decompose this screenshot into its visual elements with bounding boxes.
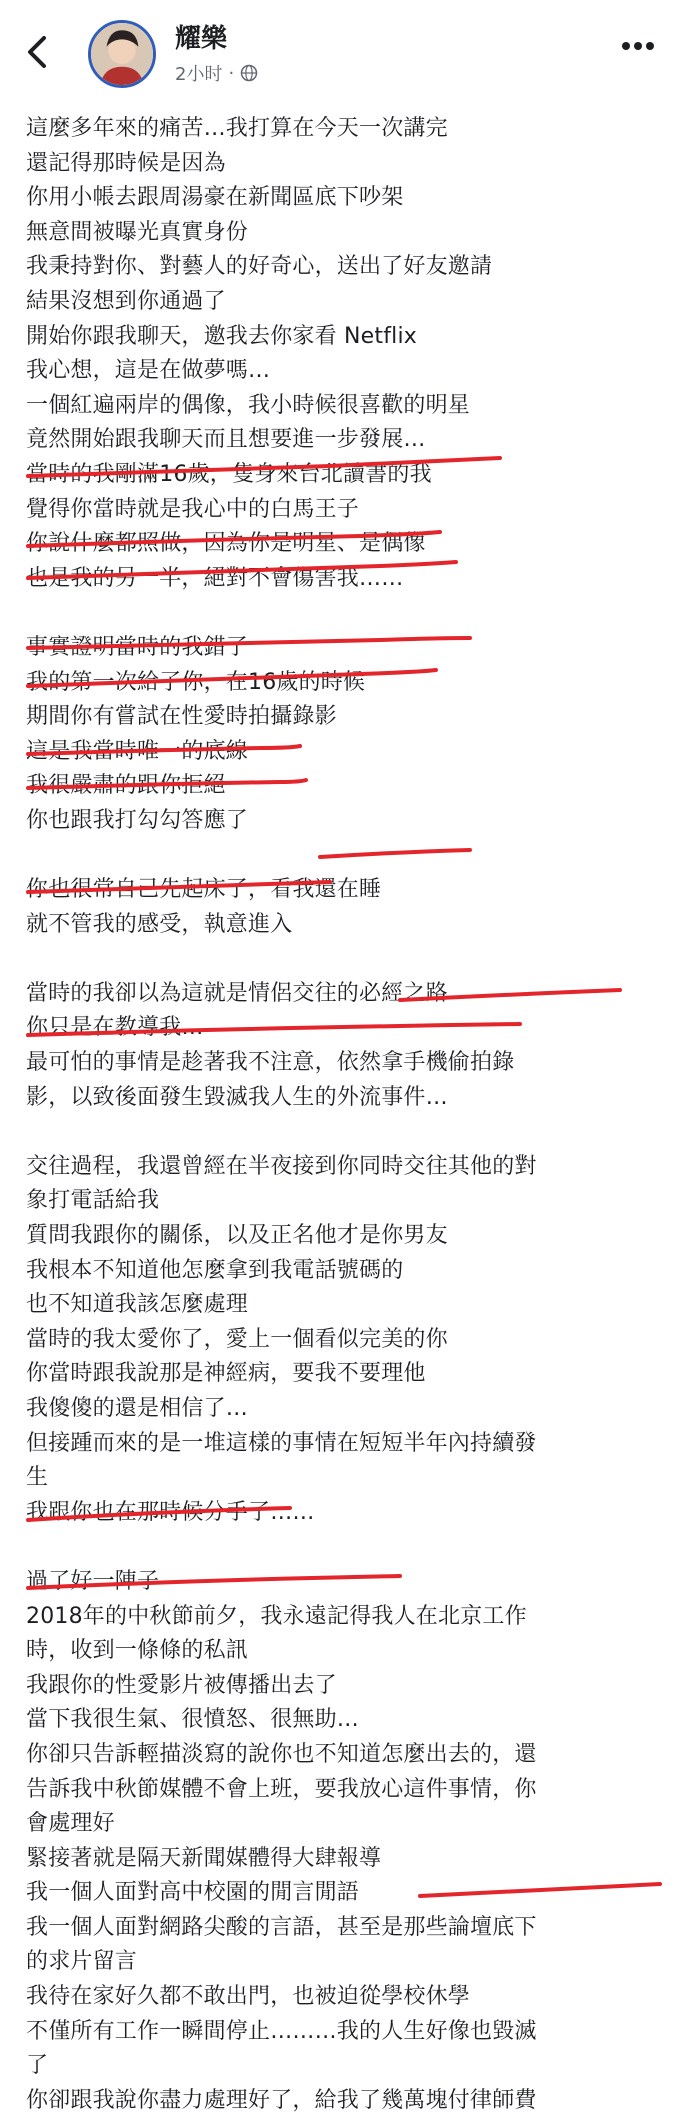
post-text-line: 會處理好 bbox=[26, 1811, 115, 1837]
post-text-line: 我心想，這是在做夢嗎… bbox=[26, 358, 271, 384]
post-text-line: 還記得那時候是因為 bbox=[26, 150, 226, 176]
post-text-line: 這麼多年來的痛苦…我打算在今天一次講完 bbox=[26, 116, 448, 141]
post-text-line: 結果沒想到你通過了 bbox=[26, 288, 226, 314]
post-text-line: 當時的我剛滿16歲，隻身來台北讀書的我 bbox=[26, 461, 432, 487]
post-text-line: 我待在家好久都不敢出門，也被迫從學校休學 bbox=[26, 1984, 471, 2010]
post-text-line: 期間你有嘗試在性愛時拍攝錄影 bbox=[26, 704, 337, 730]
post-text-line: 交往過程，我還曾經在半夜接到你同時交往其他的對 bbox=[26, 1153, 537, 1179]
post-text-line: 開始你跟我聊天，邀我去你家看 Netflix bbox=[26, 323, 418, 349]
post-text-line: 不僅所有工作一瞬間停止………我的人生好像也毀滅 bbox=[26, 2018, 537, 2044]
paragraph-gap bbox=[26, 1530, 666, 1565]
post-text-line: 我跟你的性愛影片被傳播出去了 bbox=[26, 1672, 337, 1698]
post-text-line: 影，以致後面發生毀滅我人生的外流事件… bbox=[26, 1084, 448, 1110]
post-text-line: 你只是在教導我… bbox=[26, 1015, 204, 1041]
post-text-line: 也不知道我該怎麼處理 bbox=[26, 1292, 249, 1318]
post-text-line: 了 bbox=[26, 2053, 49, 2079]
author-name[interactable]: 耀樂 bbox=[175, 24, 228, 54]
post-text-line: 生 bbox=[26, 1465, 49, 1491]
post-text-line: 質問我跟你的關係，以及正名他才是你男友 bbox=[26, 1223, 448, 1248]
post-text-line: 你卻跟我說你盡力處理好了，給我了幾萬塊付律師費 bbox=[26, 2087, 537, 2113]
post-text-line: 過了好一陣子 bbox=[26, 1568, 160, 1594]
paragraph-gap bbox=[26, 942, 666, 977]
paragraph-gap bbox=[26, 596, 666, 631]
post-text-line: 最可怕的事情是趁著我不注意，依然拿手機偷拍錄 bbox=[26, 1050, 515, 1076]
post-header bbox=[0, 0, 678, 105]
post-text-line: 你也跟我打勾勾答應了 bbox=[26, 807, 249, 833]
avatar-photo bbox=[91, 23, 153, 85]
more-icon[interactable] bbox=[620, 40, 656, 52]
post-text-line: 告訴我中秋節媒體不會上班，要我放心這件事情，你 bbox=[26, 1776, 537, 1802]
post-text-line: 你卻只告訴輕描淡寫的說你也不知道怎麼出去的，還 bbox=[26, 1741, 537, 1767]
back-arrow-icon[interactable] bbox=[22, 32, 52, 72]
post-text-line: 你也很常自己先起床了，看我還在睡 bbox=[26, 877, 382, 903]
paragraph-gap bbox=[26, 838, 666, 873]
post-text-line: 就不管我的感受，執意進入 bbox=[26, 911, 293, 937]
post-text-line: 你用小帳去跟周湯豪在新聞區底下吵架 bbox=[26, 185, 404, 211]
post-text-line: 也是我的另一半，絕對不會傷害我…… bbox=[26, 565, 404, 591]
post-text-line: 我傻傻的還是相信了… bbox=[26, 1395, 249, 1421]
post-text-line: 事實證明當時的我錯了 bbox=[26, 634, 249, 660]
post-text-line: 我秉持對你、對藝人的好奇心，送出了好友邀請 bbox=[26, 254, 493, 280]
meta-separator: · bbox=[228, 62, 235, 84]
post-text-line: 我一個人面對高中校園的閒言閒語 bbox=[26, 1880, 360, 1906]
post-text-line: 我根本不知道他怎麼拿到我電話號碼的 bbox=[26, 1257, 404, 1283]
post-text-line: 這是我當時唯一的底線 bbox=[26, 738, 249, 764]
post-text-line: 我很嚴肅的跟你拒絕 bbox=[26, 773, 226, 799]
post-text-line: 當時的我卻以為這就是情侶交往的必經之路 bbox=[26, 980, 448, 1006]
post-text-line: 你當時跟我說那是神經病，要我不要理他 bbox=[26, 1361, 426, 1387]
post-text-line: 我跟你也在那時候分手了…… bbox=[26, 1499, 315, 1525]
globe-icon bbox=[240, 64, 258, 82]
post-text-line: 但接踵而來的是一堆這樣的事情在短短半年內持續發 bbox=[26, 1430, 537, 1456]
paragraph-gap bbox=[26, 1115, 666, 1150]
post-text-line: 的求片留言 bbox=[26, 1949, 138, 1975]
avatar[interactable] bbox=[88, 20, 156, 88]
post-text-line: 象打電話給我 bbox=[26, 1188, 160, 1214]
post-text-line: 我的第一次給了你，在16歲的時候 bbox=[26, 669, 366, 695]
post-body bbox=[26, 112, 666, 2118]
post-text-line: 2018年的中秋節前夕，我永遠記得我人在北京工作 bbox=[26, 1603, 527, 1629]
post-text-line: 竟然開始跟我聊天而且想要進一步發展… bbox=[26, 427, 426, 453]
post-timestamp[interactable]: 2小时 bbox=[175, 64, 223, 85]
post-text-line: 當時的我太愛你了，愛上一個看似完美的你 bbox=[26, 1326, 448, 1352]
post-text-line: 你說什麼都照做，因為你是明星、是偶像 bbox=[26, 531, 426, 557]
post-text-line: 時，收到一條條的私訊 bbox=[26, 1638, 249, 1664]
post-text-line: 當下我很生氣、很憤怒、很無助… bbox=[26, 1707, 360, 1733]
post-text-line: 覺得你當時就是我心中的白馬王子 bbox=[26, 496, 360, 522]
post-text-line: 緊接著就是隔天新聞媒體得大肆報導 bbox=[26, 1845, 382, 1871]
post-text-line: 我一個人面對網路尖酸的言語，甚至是那些論壇底下 bbox=[26, 1914, 537, 1940]
post-text-line: 無意間被曝光真實身份 bbox=[26, 219, 249, 245]
post-meta bbox=[175, 60, 258, 86]
post-text-line: 一個紅遍兩岸的偶像，我小時候很喜歡的明星 bbox=[26, 392, 471, 418]
